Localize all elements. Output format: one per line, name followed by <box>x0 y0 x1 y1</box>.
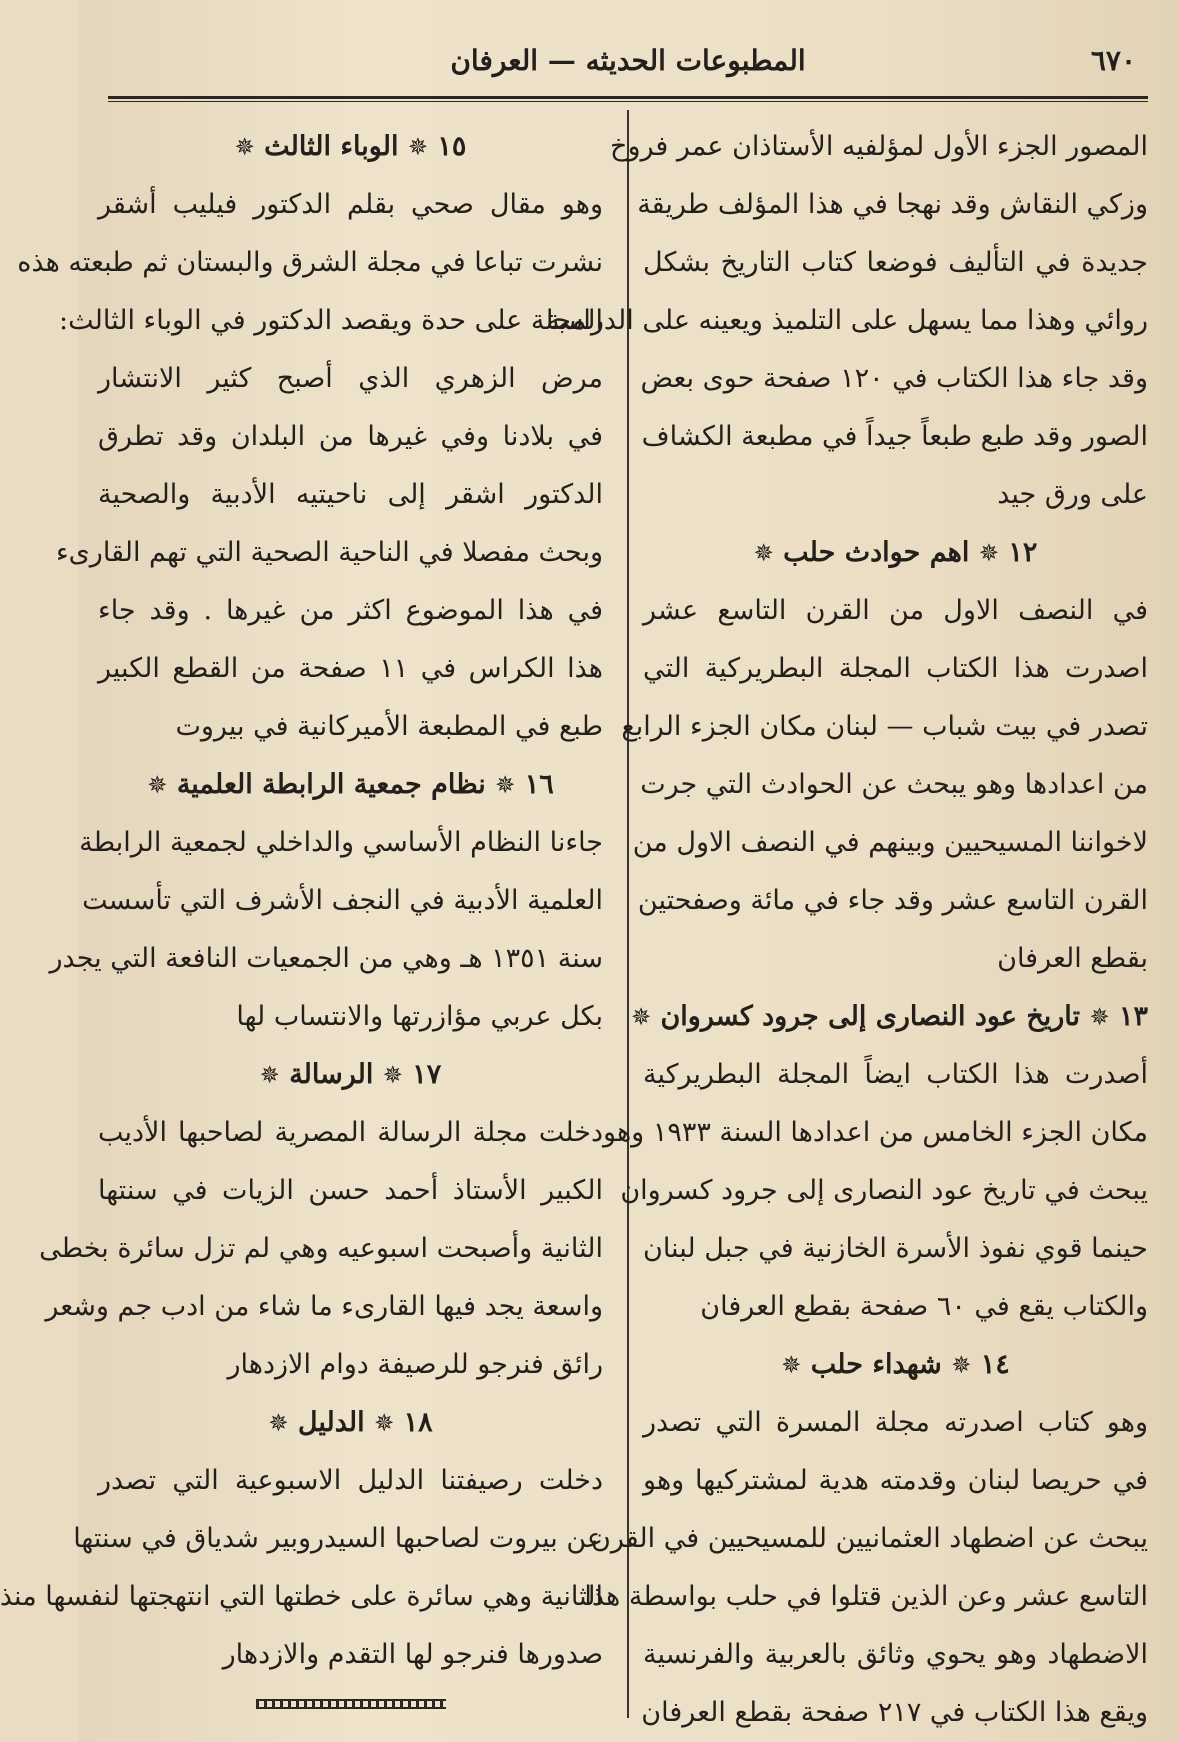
heading-number: ١٥ <box>437 131 467 162</box>
asterisk-star-ornament-icon: ✵ <box>259 1061 280 1089</box>
text-line: بكل عربي مؤازرتها والانتساب لها <box>236 1001 603 1032</box>
heading-number: ١٨ <box>403 1407 433 1438</box>
text-line: ويقع هذا الكتاب في ٢١٧ صفحة بقطع العرفان <box>641 1697 1148 1728</box>
text-line: من اعدادها وهو يبحث عن الحوادث التي جرت <box>640 769 1148 800</box>
column-divider <box>627 110 629 1718</box>
text-line: يبحث في تاريخ عود النصارى إلى جرود كسروان <box>620 1175 1148 1206</box>
text-line: وهو مقال صحي بقلم الدكتور فيليب أشقر <box>98 189 603 220</box>
text-line: صدورها فنرجو لها التقدم والازدهار <box>222 1639 603 1670</box>
text-line: في النصف الاول من القرن التاسع عشر <box>643 595 1148 626</box>
heading-number: ١٧ <box>412 1059 442 1090</box>
heading-title: شهداء حلب <box>810 1349 942 1380</box>
text-line: والكتاب يقع في ٦٠ صفحة بقطع العرفان <box>700 1291 1148 1322</box>
text-line: مكان الجزء الخامس من اعدادها السنة ١٩٣٣ وهو <box>603 1117 1148 1148</box>
text-line: الثانية وأصبحت اسبوعيه وهي لم تزل سائرة بخطى <box>39 1233 603 1264</box>
section-heading <box>643 1336 1148 1394</box>
heading-number: ١٣ <box>1118 1001 1148 1032</box>
text-line: أصدرت هذا الكتاب ايضاً المجلة البطريركية <box>643 1059 1148 1090</box>
end-ornament <box>98 1684 603 1724</box>
text-line: رائق فنرجو للرصيفة دوام الازدهار <box>227 1349 603 1380</box>
section-heading <box>643 524 1148 582</box>
text-line: دخلت رصيفتنا الدليل الاسبوعية التي تصدر <box>98 1465 603 1496</box>
section-heading <box>98 1394 603 1452</box>
asterisk-star-ornament-icon: ✵ <box>1089 1003 1110 1031</box>
text-line: يبحث عن اضطهاد العثمانيين للمسيحيين في القرن <box>591 1523 1148 1554</box>
heading-title: الدليل <box>297 1407 365 1438</box>
header-rule <box>108 96 1148 99</box>
text-line: جاءنا النظام الأساسي والداخلي لجمعية الرابطة <box>79 827 603 858</box>
text-line: وبحث مفصلا في الناحية الصحية التي تهم القارىء <box>55 537 603 568</box>
text-line: الثانية وهي سائرة على خطتها التي انتهجتها لنفسها منذ <box>0 1581 603 1612</box>
heading-title: الوباء الثالث <box>264 131 399 162</box>
text-line: الاضطهاد وهو يحوي وثائق بالعربية والفرنسية <box>643 1639 1148 1670</box>
text-line: على ورق جيد <box>997 479 1148 510</box>
asterisk-star-ornament-icon: ✵ <box>407 133 428 161</box>
asterisk-star-ornament-icon: ✵ <box>374 1409 395 1437</box>
text-line: الدكتور اشقر إلى ناحيتيه الأدبية والصحية <box>98 479 603 510</box>
text-line: التاسع عشر وعن الذين قتلوا في حلب بواسطة هذا <box>584 1581 1148 1612</box>
section-heading <box>630 988 1148 1046</box>
header-rule-thin <box>108 101 1148 102</box>
text-line: دخلت مجلة الرسالة المصرية لصاحبها الأديب <box>98 1117 603 1148</box>
heading-number: ١٢ <box>1008 537 1038 568</box>
asterisk-star-ornament-icon: ✵ <box>268 1409 289 1437</box>
heading-title: نظام جمعية الرابطة العلمية <box>176 769 486 800</box>
text-line: مرض الزهري الذي أصبح كثير الانتشار <box>98 363 603 394</box>
heading-number: ١٤ <box>980 1349 1010 1380</box>
text-line: اصدرت هذا الكتاب المجلة البطريركية التي <box>643 653 1148 684</box>
running-title: المطبوعات الحديثه — العرفان <box>450 44 806 77</box>
asterisk-star-ornament-icon: ✵ <box>951 1351 972 1379</box>
heading-title: الرسالة <box>289 1059 374 1090</box>
text-line: هذا الكراس في ١١ صفحة من القطع الكبير <box>98 653 603 684</box>
text-line: سنة ١٣٥١ هـ وهي من الجمعيات النافعة التي يجدر <box>49 943 603 974</box>
page-header <box>118 38 1138 86</box>
text-line: واسعة يجد فيها القارىء ما شاء من ادب جم وشعر <box>45 1291 603 1322</box>
asterisk-star-ornament-icon: ✵ <box>495 771 516 799</box>
text-line: الصور وقد طبع طبعاً جيداً في مطبعة الكشاف <box>641 421 1148 452</box>
heading-title: اهم حوادث حلب <box>783 537 970 568</box>
text-line: طبع في المطبعة الأميركانية في بيروت <box>175 711 603 742</box>
left-column <box>0 118 603 1724</box>
asterisk-star-ornament-icon: ✵ <box>234 133 255 161</box>
asterisk-star-ornament-icon: ✵ <box>147 771 168 799</box>
text-line: عن بيروت لصاحبها السيدروبير شدياق في سنتها <box>73 1523 603 1554</box>
text-line: بقطع العرفان <box>997 943 1148 974</box>
text-line: القرن التاسع عشر وقد جاء في مائة وصفحتين <box>637 885 1148 916</box>
section-heading <box>98 756 603 814</box>
page-number: ٦٧٠ <box>1090 44 1136 77</box>
asterisk-star-ornament-icon: ✵ <box>753 539 774 567</box>
text-line: المصور الجزء الأول لمؤلفيه الأستاذان عمر فروخ <box>610 131 1148 162</box>
text-line: جديدة في التأليف فوضعا كتاب التاريخ بشكل <box>643 247 1148 278</box>
text-line: الكبير الأستاذ أحمد حسن الزيات في سنتها <box>98 1175 603 1206</box>
asterisk-star-ornament-icon: ✵ <box>978 539 999 567</box>
text-line: المجلة على حدة ويقصد الدكتور في الوباء الثالث: <box>59 305 603 336</box>
text-line: روائي وهذا مما يسهل على التلميذ ويعينه على الدراسة <box>546 305 1148 336</box>
asterisk-star-ornament-icon: ✵ <box>382 1061 403 1089</box>
heading-number: ١٦ <box>524 769 554 800</box>
heading-title: تاريخ عود النصارى إلى جرود كسروان <box>660 1001 1081 1032</box>
text-line: وزكي النقاش وقد نهجا في هذا المؤلف طريقة <box>637 189 1148 220</box>
section-heading <box>98 118 603 176</box>
section-heading <box>98 1046 603 1104</box>
decorative-rule-icon <box>256 1699 446 1709</box>
asterisk-star-ornament-icon: ✵ <box>781 1351 802 1379</box>
text-line: في حريصا لبنان وقدمته هدية لمشتركيها وهو <box>643 1465 1148 1496</box>
text-line: في هذا الموضوع اكثر من غيرها . وقد جاء <box>98 595 603 626</box>
right-column <box>546 118 1148 1742</box>
text-line: العلمية الأدبية في النجف الأشرف التي تأسست <box>82 885 603 916</box>
text-line: وهو كتاب اصدرته مجلة المسرة التي تصدر <box>643 1407 1148 1438</box>
text-line: لاخواننا المسيحيين وبينهم في النصف الاول من <box>632 827 1148 858</box>
text-line: تصدر في بيت شباب — لبنان مكان الجزء الرابع <box>621 711 1148 742</box>
text-line: نشرت تباعا في مجلة الشرق والبستان ثم طبعته هذه <box>17 247 603 278</box>
asterisk-star-ornament-icon: ✵ <box>630 1003 652 1031</box>
text-line: وقد جاء هذا الكتاب في ١٢٠ صفحة حوى بعض <box>640 363 1148 394</box>
text-line: حينما قوي نفوذ الأسرة الخازنية في جبل لبنان <box>643 1233 1148 1264</box>
text-line: في بلادنا وفي غيرها من البلدان وقد تطرق <box>98 421 603 452</box>
